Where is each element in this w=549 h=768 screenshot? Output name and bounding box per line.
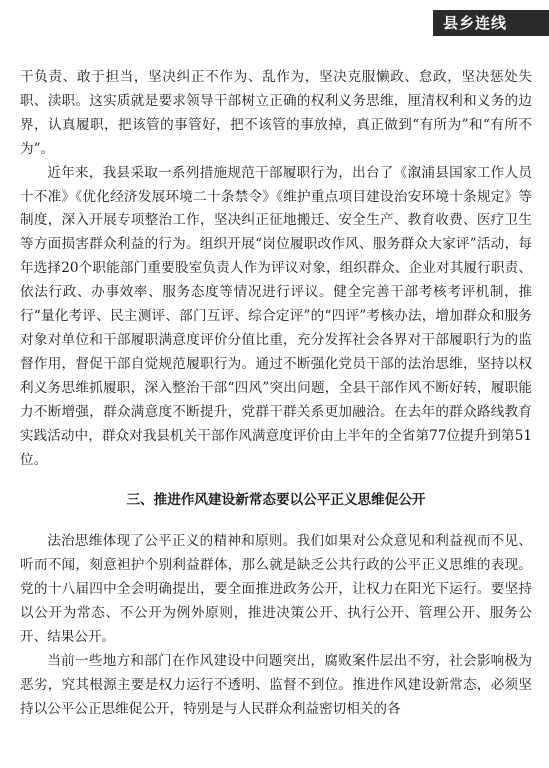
paragraph-4: 当前一些地方和部门在作风建设中问题突出，腐败案件层出不穷，社会影响极为恶劣，究其根源主要是权力运行不透明、监督不到位。推进作风建设新常态，必须坚持以公平公正思维促公开，特别是与人民群众利益密切相关的各 — [20, 652, 532, 717]
section-label-tab: 县乡连线 — [433, 10, 549, 36]
article-body — [20, 66, 532, 722]
paragraph-3: 法治思维体现了公平正义的精神和原则。我们如果对公众意见和利益视而不见、听而不闻，刻意袒护个别利益群体，那么就是缺乏公共行政的公平正义思维的表现。党的十八届四中全会明确提出，要全面推进政务公开，让权力在阳光下运行。要坚持以公开为常态、不公开为例外原则，推进决策公开、执行公开、管理公开、服务公开、结果公开。 — [20, 533, 532, 646]
paragraph-1: 干负责、敢于担当，坚决纠正不作为、乱作为，坚决克服懒政、怠政，坚决惩处失职、渎职。这实质就是要求领导干部树立正确的权利义务思维，厘清权利和义务的边界，认真履职，把该管的事管好，把不该管的事放掉，真正做到“有所为”和“有所不为”。 — [20, 69, 532, 157]
section-heading: 三、推进作风建设新常态要以公平正义思维促公开 — [126, 492, 426, 509]
paragraph-2: 近年来，我县采取一系列措施规范干部履职行为，出台了《溆浦县国家工作人员十不准》《优化经济发展环境二十条禁令》《维护重点项目建设治安环境十条规定》等制度，深入开展专项整治工作，坚决纠正征地搬迁、安全生产、教育收费、医疗卫生等方面损害群众利益的行为。组织开展“岗位履职改作风、服务群众大家评”活动，每年选择20个职能部门重要股室负责人作为评议对象，组织群众、企业对其履行职责、依法行政、办事效率、服务态度等情况进行评议。健全完善干部考核考评机制，推行“量化考评、民主测评、部门互评、综合定评”的“四评”考核办法，增加群众和服务对象对单位和干部履职满意度评价分值比重，充分发挥社会各界对干部履职行为的监督作用，督促干部自觉规范履职行为。通过不断强化党员干部的法治思维，坚持以权利义务思维抓履职，深入整治干部“四风”突出问题，全县干部作风不断好转，履职能力不断增强，群众满意度不断提升，党群干群关系更加融洽。在去年的群众路线教育实践活动中，群众对我县机关干部作风满意度评价由上半年的全省第77位提升到第51位。 — [20, 164, 532, 468]
